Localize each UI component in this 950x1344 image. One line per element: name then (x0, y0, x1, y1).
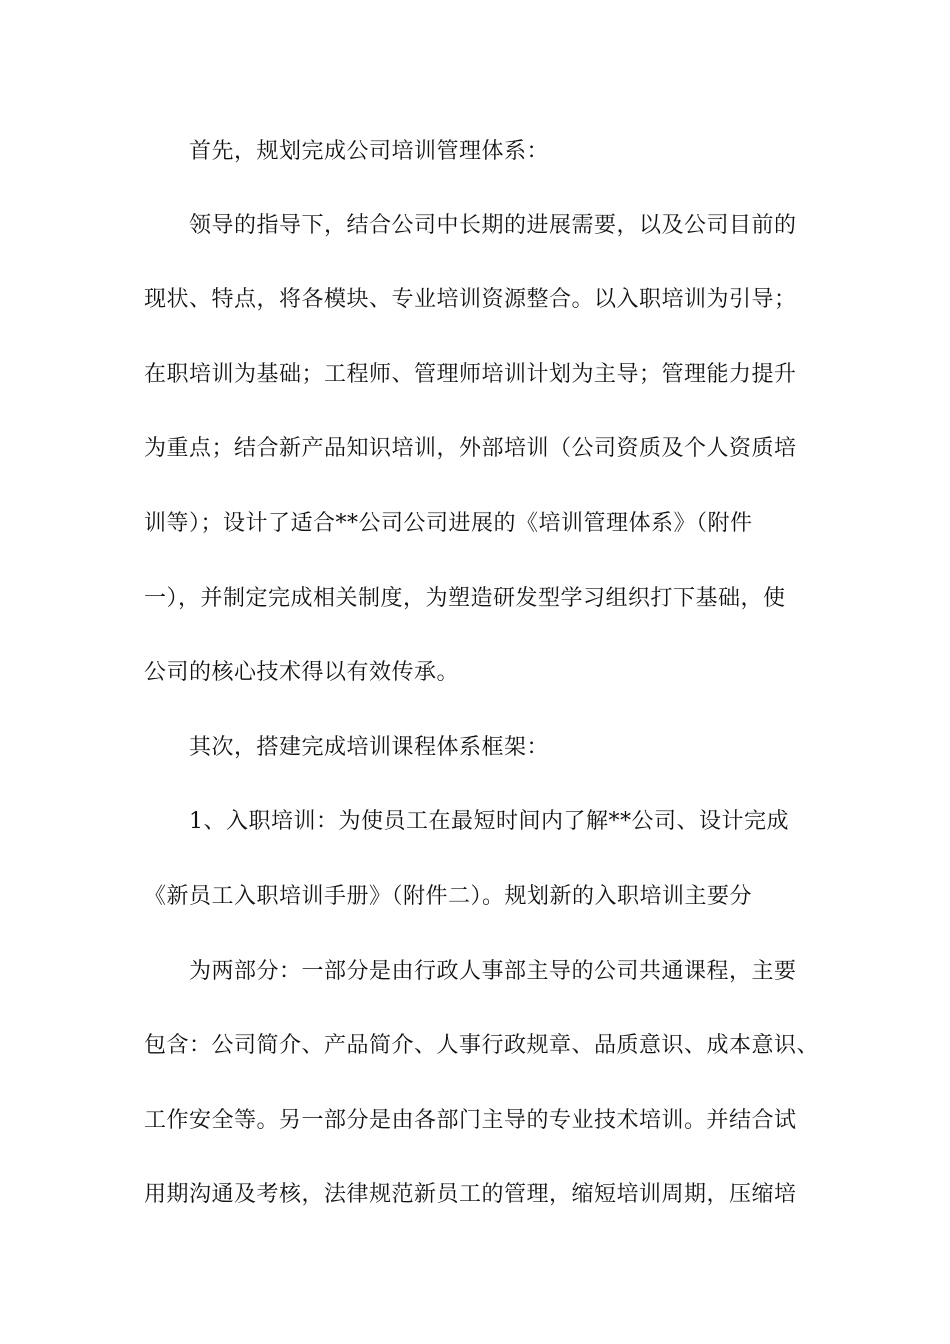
text-line: 用期沟通及考核，法律规范新员工的管理，缩短培训周期，压缩培 (144, 1182, 797, 1207)
text-line: 其次，搭建完成培训课程体系框架： (189, 735, 550, 760)
text-line: 公司的核心技术得以有效传承。 (144, 660, 460, 685)
text-line: 《新员工入职培训手册》（附件二）。规划新的入职培训主要分 (144, 884, 753, 909)
text-line: 在职培训为基础；工程师、管理师培训计划为主导；管理能力提升 (144, 362, 797, 387)
text-line: 一），并制定完成相关制度，为塑造研发型学习组织打下基础，使 (144, 586, 786, 611)
text-line: 1、入职培训：为使员工在最短时间内了解**公司、设计完成 (189, 809, 789, 834)
text-line: 工作安全等。另一部分是由各部门主导的专业技术培训。并结合试 (144, 1108, 797, 1133)
text-line: 训等）；设计了适合**公司公司进展的《培训管理体系》（附件 (144, 511, 753, 536)
text-line: 为重点；结合新产品知识培训，外部培训（公司资质及个人资质培 (144, 436, 797, 461)
text-line: 首先，规划完成公司培训管理体系： (189, 139, 550, 164)
text-line: 现状、特点，将各模块、专业培训资源整合。以入职培训为引导； (144, 287, 797, 312)
text-line: 领导的指导下，结合公司中长期的进展需要，以及公司目前的 (189, 213, 797, 238)
text-line: 为两部分：一部分是由行政人事部主导的公司共通课程，主要 (189, 959, 797, 984)
text-line: 包含：公司简介、产品简介、人事行政规章、品质意识、成本意识、 (144, 1033, 820, 1058)
